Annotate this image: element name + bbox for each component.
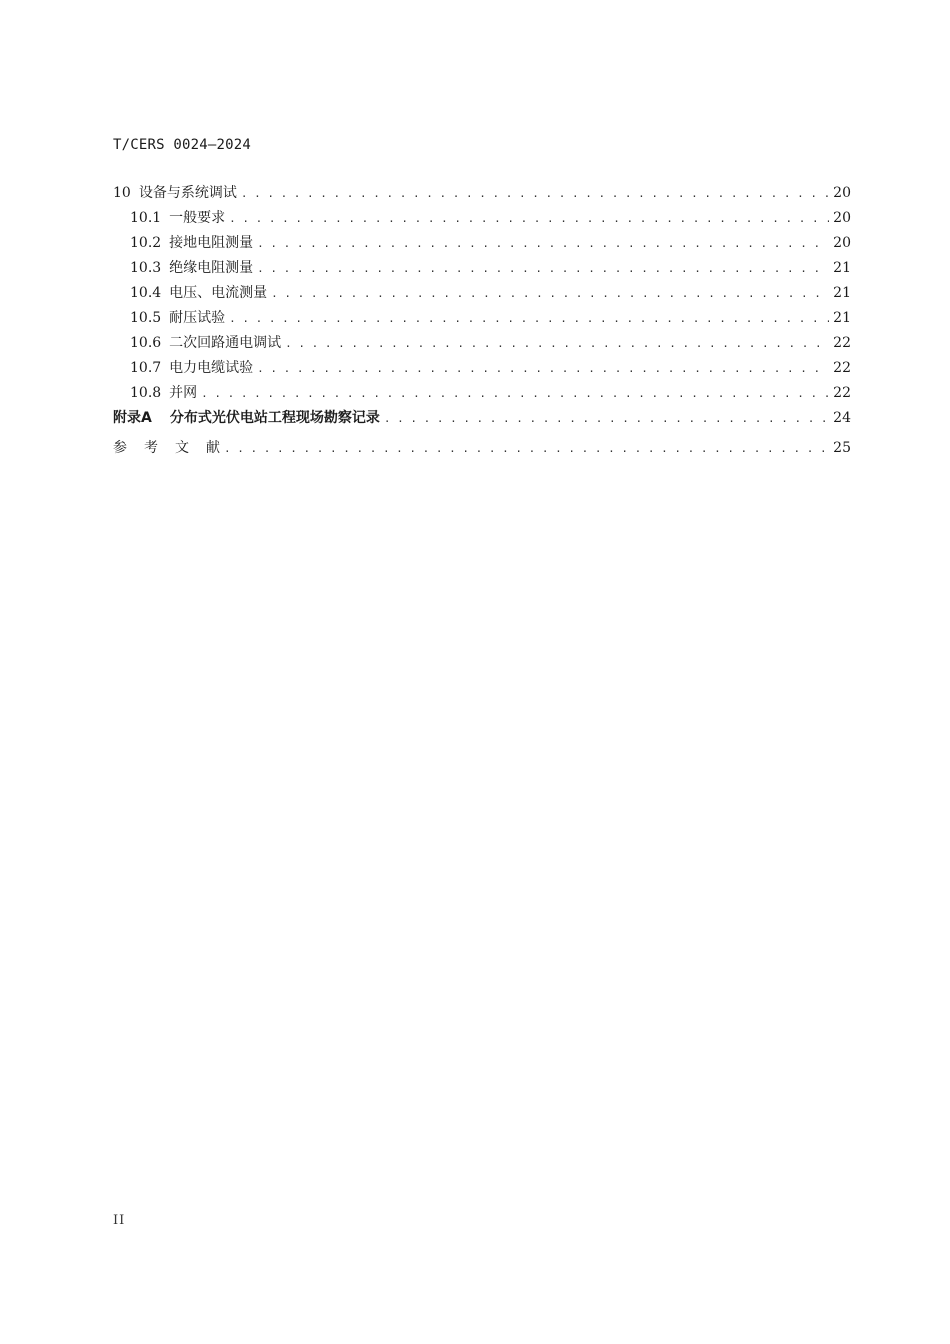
toc-dot-leader [271,283,829,305]
toc-entry-page: 25 [833,440,851,456]
toc-entry-number: 10.7 [130,360,162,376]
toc-entry-number: 10.5 [130,310,162,326]
toc-entry-number: 10.2 [130,235,162,251]
toc-entry-title: 分布式光伏电站工程现场勘察记录 [169,410,380,426]
toc-dot-leader [384,408,829,430]
toc-entry-10-6[interactable] [130,332,851,354]
toc-entry-10-8[interactable] [130,382,851,404]
toc-entry-number: 10 [113,185,131,201]
toc-entry-page: 21 [833,310,851,326]
toc-entry-title: 一般要求 [169,210,226,226]
toc-entry-10[interactable] [113,182,851,204]
toc-dot-leader [229,308,829,330]
toc-entry-page: 22 [833,385,851,401]
toc-entry-number: 10.3 [130,260,162,276]
toc-entry-title: 二次回路通电调试 [169,335,282,351]
toc-entry-10-3[interactable] [130,257,851,279]
toc-entry-title: 电压、电流测量 [169,285,268,301]
toc-entry-title: 参考文献 [113,440,237,456]
toc-entry-number: 10.8 [130,385,162,401]
toc-entry-number: 附录A [113,410,152,426]
toc-entry-10-4[interactable] [130,282,851,304]
toc-entry-page: 20 [833,210,851,226]
toc-dot-leader [257,233,829,255]
toc-dot-leader [201,383,829,405]
toc-entry-title: 并网 [169,385,198,401]
toc-entry-10-5[interactable] [130,307,851,329]
toc-entry-title: 设备与系统调试 [138,185,237,201]
toc-dot-leader [229,208,829,230]
toc-entry-number: 10.1 [130,210,162,226]
toc-entry-10-7[interactable] [130,357,851,379]
toc-entry-page: 21 [833,260,851,276]
toc-entry-title: 绝缘电阻测量 [169,260,254,276]
toc-entry-page: 20 [833,235,851,251]
toc-dot-leader [257,258,829,280]
toc-entry-page: 24 [833,410,851,426]
document-code: T/CERS 0024—2024 [113,137,252,153]
toc-entry-appendix-a[interactable] [113,407,851,429]
toc-entry-page: 22 [833,335,851,351]
toc-entry-10-1[interactable] [130,207,851,229]
toc-dot-leader [257,358,829,380]
toc-entry-title: 接地电阻测量 [169,235,254,251]
toc-entry-title: 电力电缆试验 [169,360,254,376]
toc-dot-leader [224,438,829,460]
toc-entry-page: 21 [833,285,851,301]
toc-entry-number: 10.6 [130,335,162,351]
toc-entry-page: 22 [833,360,851,376]
toc-entry-title: 耐压试验 [169,310,226,326]
toc-dot-leader [241,183,829,205]
toc-entry-number: 10.4 [130,285,162,301]
toc-entry-references[interactable] [113,437,851,459]
toc-entry-10-2[interactable] [130,232,851,254]
page-number: II [113,1213,126,1228]
toc-dot-leader [285,333,829,355]
toc-entry-page: 20 [833,185,851,201]
